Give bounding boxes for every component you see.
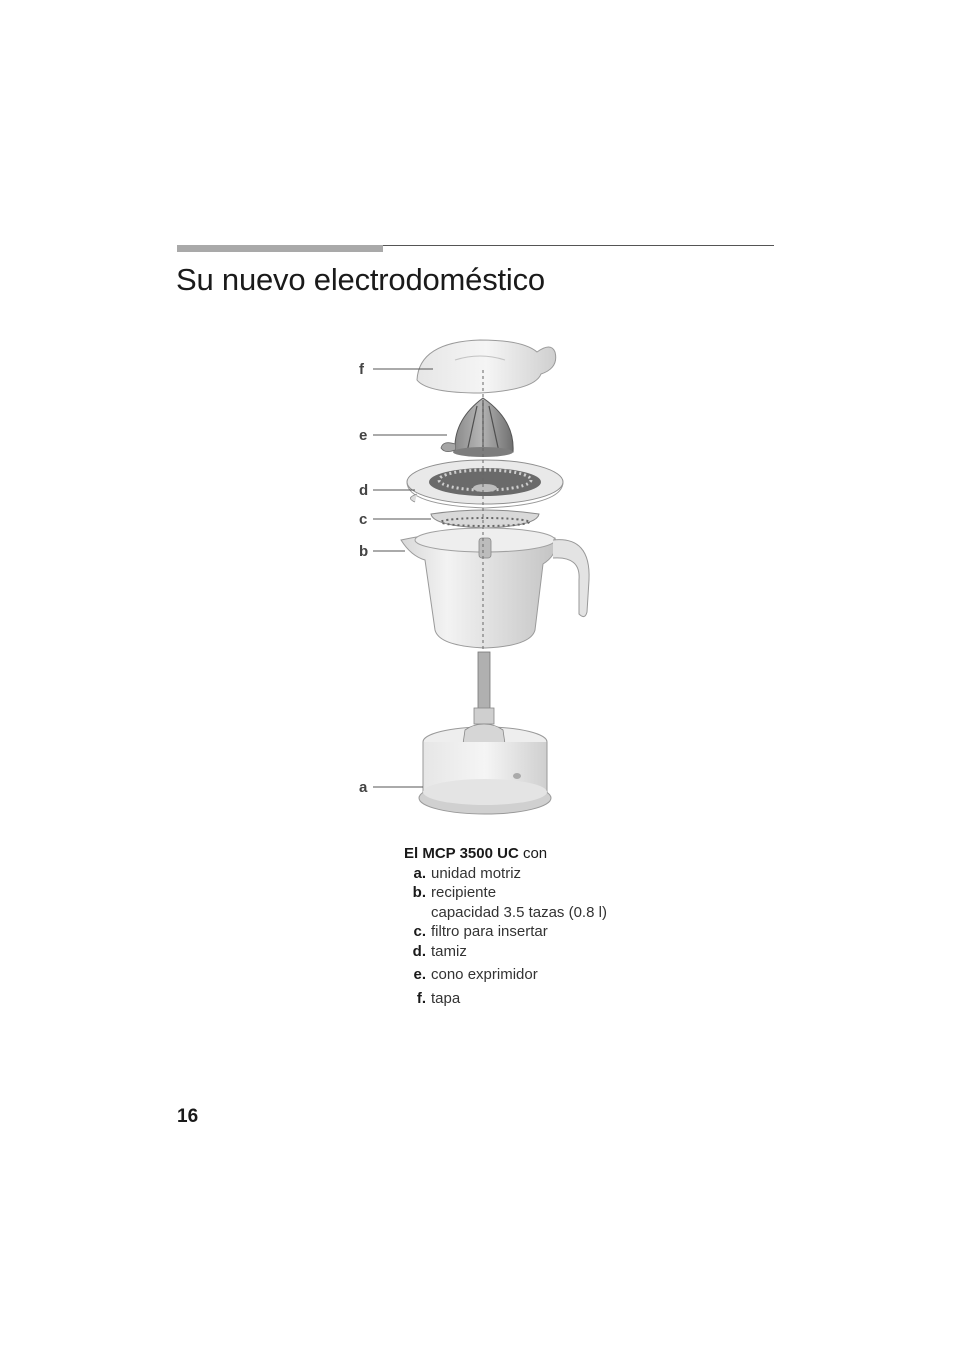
item-text: unidad motriz <box>431 864 522 882</box>
list-item <box>404 883 607 922</box>
juicer-exploded-diagram <box>355 330 600 840</box>
lid-part <box>417 340 556 393</box>
motor-base-part <box>419 724 551 814</box>
page-number: 16 <box>177 1106 199 1127</box>
item-key: f. <box>416 989 426 1007</box>
list-item <box>404 864 607 884</box>
list-item <box>404 965 607 985</box>
item-key: b. <box>412 884 426 901</box>
label-f: f <box>359 361 364 378</box>
jug-container-part <box>401 528 589 648</box>
item-text: tamiz <box>431 942 467 960</box>
caption-title <box>404 844 607 864</box>
item-text-group <box>431 883 607 922</box>
filter-insert-part <box>431 510 539 528</box>
list-item <box>404 922 607 942</box>
item-subtext: capacidad 3.5 tazas (0.8 l) <box>431 903 607 921</box>
drive-shaft-part <box>474 652 494 724</box>
item-text: tapa <box>431 989 461 1007</box>
item-text: cono exprimidor <box>431 966 538 983</box>
strainer-part <box>407 460 563 508</box>
parts-caption <box>404 844 607 1008</box>
label-d: d <box>359 482 369 499</box>
label-a: a <box>359 779 368 796</box>
item-key: c. <box>413 923 426 940</box>
model-name: El MCP 3500 UC <box>404 845 519 862</box>
label-e: e <box>359 427 368 444</box>
item-key: a. <box>413 864 426 882</box>
label-b: b <box>359 543 369 560</box>
list-item <box>404 942 607 962</box>
item-text: recipiente <box>431 884 497 901</box>
header-rule-accent <box>177 245 383 252</box>
item-key: e. <box>413 966 426 983</box>
list-item <box>404 989 607 1009</box>
item-key: d. <box>412 942 426 960</box>
item-text: filtro para insertar <box>431 923 548 940</box>
label-c: c <box>359 511 368 528</box>
caption-title-rest: con <box>518 845 548 862</box>
reamer-cone-part <box>441 398 513 457</box>
page-title: Su nuevo electrodoméstico <box>176 262 545 297</box>
